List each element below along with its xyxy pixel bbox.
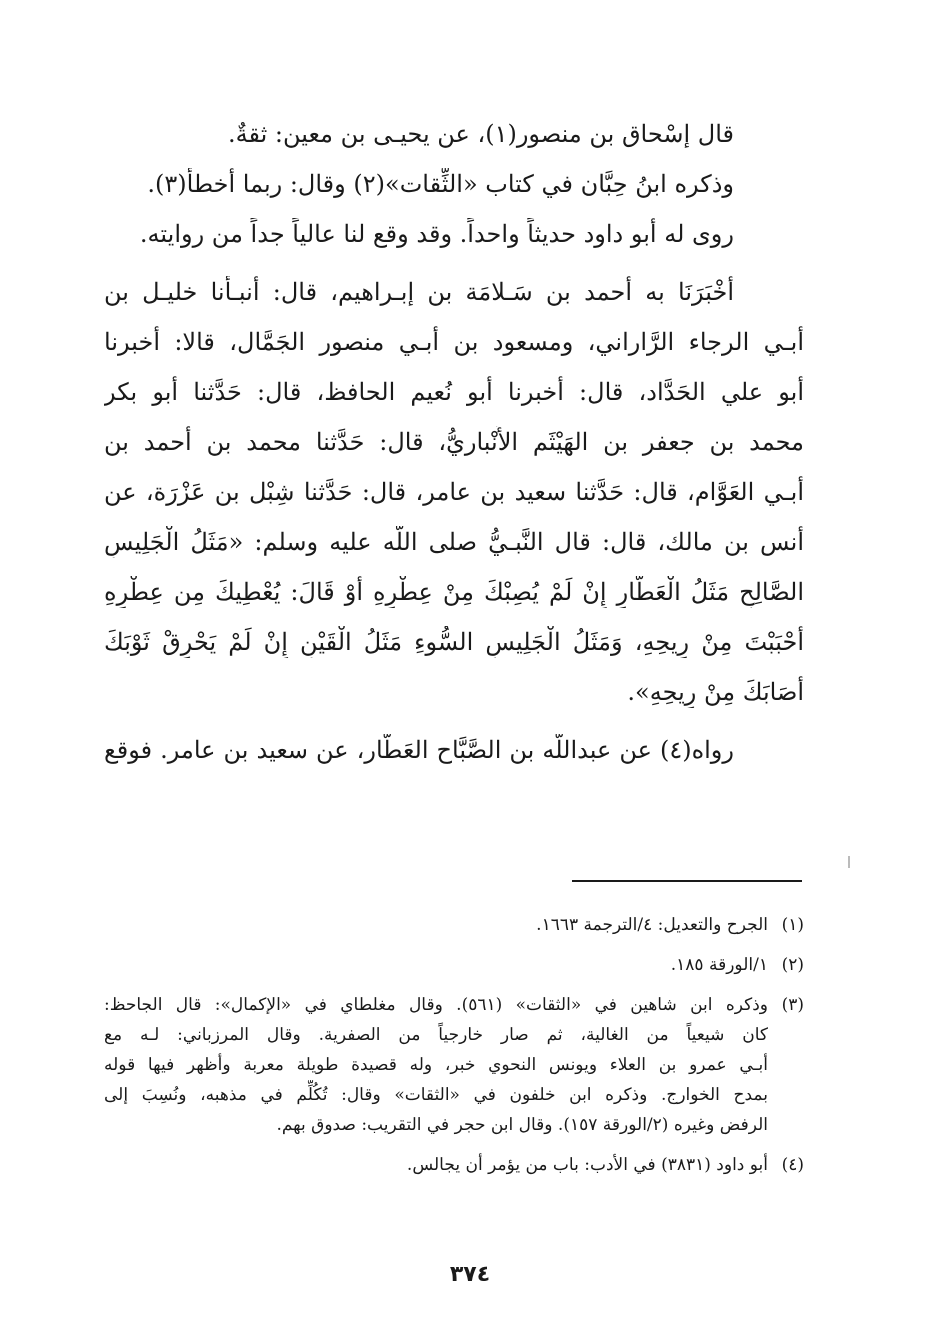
footnote-line: بمدح الخوارج. وذكره ابن خلفون في «الثقات» وقال: تُكُلِّم في مذهبه، ونُسِبَ إلى — [104, 1085, 768, 1105]
text-line-9: أنس بن مالك، قال: قال النَّبـيُّ صلى اللَّه عليه وسلم: «مَثَلُ الْجَلِيسِ — [104, 528, 804, 556]
footnotes — [104, 910, 804, 1190]
footnote-4 — [104, 1150, 804, 1180]
footnote-separator — [572, 880, 802, 882]
footnote-line: كان شيعياً من الغالية، ثم صار خارجياً من الصفرية. وقال المرزباني: لـه مع — [104, 1025, 768, 1045]
text-line-2: وذكره ابنُ حِبَّان في كتاب «الثِّقات»(٢) وقال: ربما أخطأ(٣). — [147, 170, 734, 198]
footnote-number: (٣) — [781, 995, 804, 1015]
footnote-line: وذكره ابن شاهين في «الثقات» (٥٦١). وقال مغلطاي في «الإكمال»: قال الجاحظ: — [104, 995, 768, 1015]
footnote-line: الجرح والتعديل: ٤/الترجمة ١٦٦٣. — [536, 915, 768, 935]
footnote-line: ١/الورقة ١٨٥. — [670, 955, 768, 975]
text-line-6: أبو علي الحَدَّاد، قال: أخبرنا أبو نُعيم الحافظ، قال: حَدَّثنا أبو بكر — [104, 378, 804, 406]
text-line-7: محمد بن جعفر بن الهَيْثَم الأَنْباريُّ، قال: حَدَّثنا محمد بن أحمد بن — [104, 428, 804, 456]
page-number: ٣٧٤ — [449, 1262, 491, 1287]
footnote-number: (٢) — [781, 955, 804, 975]
text-line-4: أخْبَرَنَا به أحمد بن سَـلامَة بن إبـراهيم، قال: أنبـأنا خليـل بن — [104, 278, 734, 306]
footnote-number: (١) — [781, 915, 804, 935]
text-line-10: الصَّالِحِ مَثَلُ الْعَطَّارِ إِنْ لَمْ يُصِبْكَ مِنْ عِطْرِهِ أَوْ قَالَ: يُعْطِيكَ مِن عِطْرِهِ — [104, 578, 804, 606]
footnote-2 — [104, 950, 804, 980]
text-line-8: أبـي العَوَّام، قال: حَدَّثنا سعيد بن عامر، قال: حَدَّثنا شِبْل بن عَزْرَة، عن — [104, 478, 804, 506]
footnote-number: (٤) — [781, 1155, 804, 1175]
text-line-1: قال إسْحاق بن منصور(١)، عن يحيـى بن معين: ثقةٌ. — [227, 120, 734, 148]
text-line-11: أَحْبَبْتَ مِنْ رِيحِهِ، وَمَثَلُ الْجَلِيسِ السُّوءِ مَثَلُ الْقَيْنِ إِنْ لَمْ يَحْرِقْ ثَوْبَكَ — [104, 628, 804, 656]
main-text — [104, 118, 804, 766]
footnote-line: أبو داود (٣٨٣١) في الأدب: باب من يؤمر أن يجالس. — [406, 1155, 768, 1175]
footnote-1 — [104, 910, 804, 940]
text-line-13: رواه(٤) عن عبداللَّه بن الصَّبَّاح العَطَّار، عن سعيد بن عامر. فوقع — [104, 736, 734, 764]
footnote-line: أبـي عمرو بن العلاء ويونس النحوي خبر، وله قصيدة طويلة معربة وأظهر فيها قوله — [104, 1055, 768, 1075]
footnote-line: الرفض وغيره (٢/الورقة ١٥٧). وقال ابن حجر في التقريب: صدوق بهم. — [276, 1115, 768, 1135]
scan-mark — [848, 856, 850, 868]
text-line-12: أَصَابَكَ مِنْ رِيحِهِ». — [627, 678, 804, 706]
footnote-3 — [104, 990, 804, 1140]
text-line-3: روى له أبو داود حديثاً واحداً. وقد وقع لنا عالياً جداً من روايته. — [139, 220, 734, 248]
text-line-5: أبـي الرجاء الرَّاراني، ومسعود بن أبـي منصور الجَمَّال، قالا: أخبرنا — [104, 328, 804, 356]
